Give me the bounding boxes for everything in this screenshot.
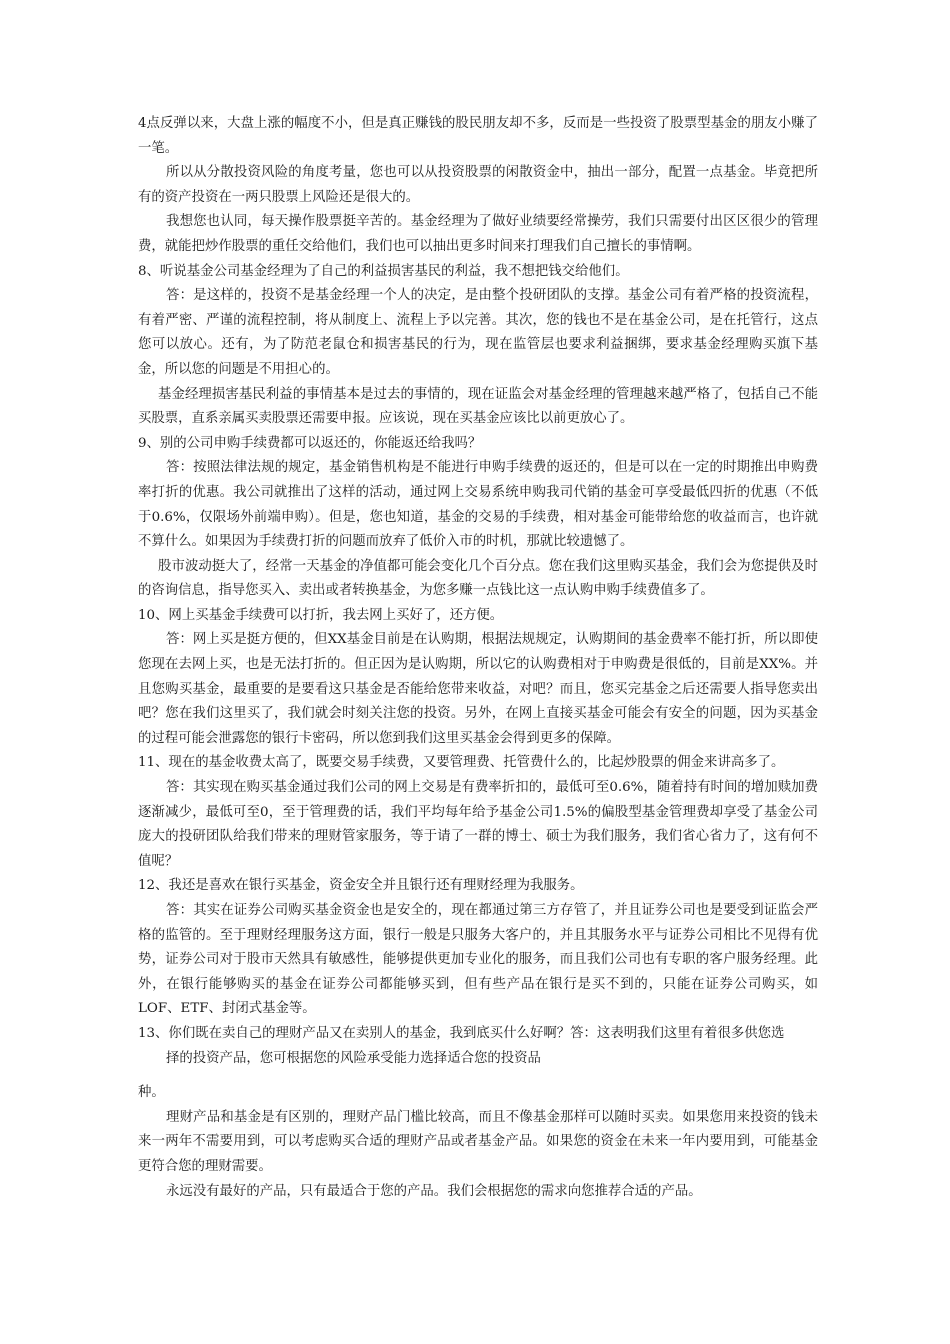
answer-10: 答：网上买是挺方便的，但XX基金目前是在认购期，根据法规规定，认购期间的基金费率不能打折，所以即使您现在去网上买，也是无法打折的。但正因为是认购期，所以它的认购费相对于申购费是很低的，目前是XX%。并且您购买基金，最重要的是要看这只基金是否能给您带来收益，对吧？而且，您买完基金之后还需要人指导您卖出吧？您在我们这里买了，我们就会时刻关注您的投资。另外，在网上直接买基金可能会有安全的问题，因为买基金的过程可能会泄露您的银行卡密码，所以您到我们这里买基金会得到更多的保障。 xyxy=(138,632,818,746)
paragraph: 我想您也认同，每天操作股票挺辛苦的。基金经理为了做好业绩要经常操劳，我们只需要付出区区很少的管理费，就能把炒作股票的重任交给他们，我们也可以抽出更多时间来打理我们自己擅长的事情啊。 xyxy=(138,214,818,254)
question-11: 11、现在的基金收费太高了，既要交易手续费，又要管理费、托管费什么的，比起炒股票的佣金来讲高多了。 xyxy=(138,755,785,771)
question-9: 9、别的公司申购手续费都可以返还的，你能返还给我吗？ xyxy=(138,435,482,451)
answer-13-continuation: 种。 xyxy=(138,1085,165,1101)
paragraph: 股市波动挺大了，经常一天基金的净值都可能会变化几个百分点。您在我们这里购买基金，我们会为您提供及时的咨询信息，指导您买入、卖出或者转换基金，为您多赚一点钱比这一点认购申购手续费值多了。 xyxy=(138,558,818,599)
question-8: 8、听说基金公司基金经理为了自己的利益损害基民的利益，我不想把钱交给他们。 xyxy=(138,263,629,279)
answer-12: 答：其实在证券公司购买基金资金也是安全的，现在都通过第三方存管了，并且证券公司也是要受到证监会严格的监管的。至于理财经理服务这方面，银行一般是只服务大客户的，并且其服务水平与证券公司相比不见得有优势，证券公司对于股市天然具有敏感性，能够提供更加专业化的服务，而且我们公司也有专职的客户服务经理。此外，在银行能够购买的基金在证券公司都能够买到，但有些产品在银行是买不到的，只能在证券公司购买，如LOF、ETF、封闭式基金等。 xyxy=(138,903,818,1017)
answer-13-line: 择的投资产品，您可根据您的风险承受能力选择适合您的投资品 xyxy=(166,1050,541,1066)
paragraph: 永远没有最好的产品，只有最适合于您的产品。我们会根据您的需求向您推荐合适的产品。 xyxy=(166,1183,702,1199)
paragraph-continuation: 4点反弹以来，大盘上涨的幅度不小，但是真正赚钱的股民朋友却不多，反而是一些投资了股票型基金的朋友小赚了一笔。 xyxy=(138,116,818,156)
question-13: 13、你们既在卖自己的理财产品又在卖别人的基金，我到底买什么好啊？答：这表明我们这里有着很多供您选 xyxy=(138,1025,785,1041)
paragraph: 所以从分散投资风险的角度考量，您也可以从投资股票的闲散资金中，抽出一部分，配置一点基金。毕竟把所有的资产投资在一两只股票上风险还是很大的。 xyxy=(138,165,818,205)
answer-11: 答：其实现在购买基金通过我们公司的网上交易是有费率折扣的，最低可至0.6%，随着持有时间的增加赎加费逐渐减少，最低可至0，至于管理费的话，我们平均每年给予基金公司1.5%的偏股型基金管理费却享受了基金公司庞大的投研团队给我们带来的理财管家服务，等于请了一群的博士、硕士为我们服务，我们省心省力了，这有何不值呢？ xyxy=(138,780,818,869)
document-body xyxy=(138,112,818,1204)
paragraph: 理财产品和基金是有区别的，理财产品门槛比较高，而且不像基金那样可以随时买卖。如果您用来投资的钱未来一两年不需要用到，可以考虑购买合适的理财产品或者基金产品。如果您的资金在未来一年内要用到，可能基金更符合您的理财需要。 xyxy=(138,1109,818,1174)
question-10: 10、网上买基金手续费可以打折，我去网上买好了，还方便。 xyxy=(138,607,504,623)
answer-8: 答：是这样的，投资不是基金经理一个人的决定，是由整个投研团队的支撑。基金公司有着严格的投资流程，有着严密、严谨的流程控制，将从制度上、流程上予以完善。其次，您的钱也不是在基金公司，是在托管行，这点您可以放心。还有，为了防范老鼠仓和损害基民的行为，现在监管层也要求利益捆绑，要求基金经理购买旗下基金，所以您的问题是不用担心的。 xyxy=(138,288,818,377)
answer-9: 答：按照法律法规的规定，基金销售机构是不能进行申购手续费的返还的，但是可以在一定的时期推出申购费率打折的优惠。我公司就推出了这样的活动，通过网上交易系统申购我司代销的基金可享受最低四折的优惠（不低于0.6%，仅限场外前端申购）。但是，您也知道，基金的交易的手续费，相对基金可能带给您的收益而言，也许就不算什么。如果因为手续费打折的问题而放弃了低价入市的时机，那就比较遗憾了。 xyxy=(138,460,818,550)
paragraph: 基金经理损害基民利益的事情基本是过去的事情的，现在证监会对基金经理的管理越来越严格了，包括自己不能买股票，直系亲属买卖股票还需要申报。应该说，现在买基金应该比以前更放心了。 xyxy=(138,386,818,427)
question-12: 12、我还是喜欢在银行买基金，资金安全并且银行还有理财经理为我服务。 xyxy=(138,878,584,894)
